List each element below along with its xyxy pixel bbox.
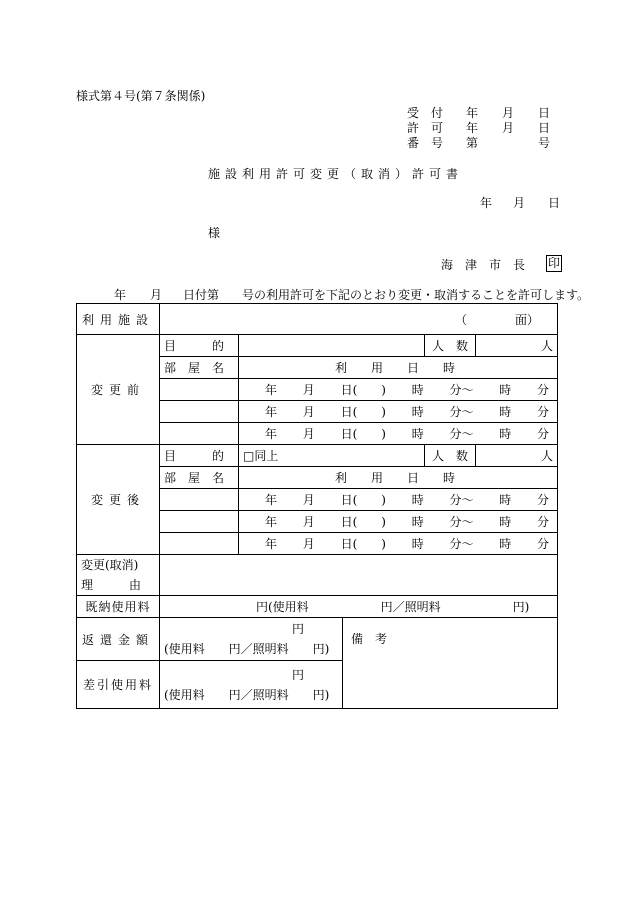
month: 月: [302, 405, 315, 419]
month: 月: [302, 515, 315, 529]
reason-label-line1: 変更(取消): [81, 558, 139, 572]
paid-fee-field[interactable]: 円(使用料 円／照明料 円): [160, 596, 558, 618]
refund-yen: 円: [291, 622, 304, 636]
year: 年: [265, 405, 278, 419]
year: 年: [265, 427, 278, 441]
hour: 時: [411, 383, 424, 397]
facility-label: 利用施設: [77, 304, 160, 335]
hour: 時: [499, 537, 512, 551]
addressee-suffix: 様: [208, 226, 221, 240]
document-title: 施設利用許可変更（取消）許可書: [208, 167, 464, 181]
refund-breakdown: (使用料 円／照明料 円): [164, 642, 330, 656]
minute: 分: [537, 427, 550, 441]
refund-label: 返還金額: [77, 618, 160, 661]
month: 月: [302, 493, 315, 507]
minute: 分: [537, 383, 550, 397]
after-room-field[interactable]: [160, 489, 239, 511]
minute-to: 分～: [449, 427, 474, 441]
permit-month: 月: [502, 121, 515, 135]
hour: 時: [411, 493, 424, 507]
after-purpose-field[interactable]: [239, 445, 425, 467]
hour: 時: [411, 537, 424, 551]
after-time-row[interactable]: [239, 489, 558, 511]
day: 日( ): [340, 427, 386, 441]
year: 年: [265, 493, 278, 507]
day: 日( ): [340, 383, 386, 397]
number-prefix: 第: [466, 136, 479, 150]
hour: 時: [499, 427, 512, 441]
statement-month: 月: [150, 288, 163, 302]
remarks-label: 備 考: [351, 632, 388, 646]
day: 日( ): [340, 515, 386, 529]
permit-year: 年: [466, 121, 479, 135]
hour: 時: [411, 405, 424, 419]
statement-text: 号の利用許可を下記のとおり変更・取消することを許可します。: [242, 288, 590, 302]
day: 日( ): [340, 537, 386, 551]
date-month: 月: [513, 196, 526, 210]
month: 月: [302, 427, 315, 441]
permit-change-table: [76, 303, 558, 709]
after-people-field[interactable]: 人: [476, 445, 558, 467]
permit-label: 許 可: [407, 121, 444, 135]
before-time-row[interactable]: [239, 379, 558, 401]
seal-mark: [546, 255, 562, 272]
permit-day: 日: [538, 121, 551, 135]
month: 月: [302, 537, 315, 551]
net-fee-label: 差引使用料: [77, 661, 160, 709]
net-fee-yen: 円: [291, 667, 304, 682]
form-number: 様式第４号(第７条関係): [76, 89, 206, 103]
seal-text: 印: [548, 256, 561, 270]
after-time-row[interactable]: [239, 511, 558, 533]
year: 年: [265, 383, 278, 397]
receipt-month: 月: [502, 106, 515, 120]
after-room-field[interactable]: [160, 511, 239, 533]
before-room-field[interactable]: [160, 423, 239, 445]
paid-fee-label: 既納使用料: [77, 596, 160, 618]
statement-year: 年: [114, 288, 127, 302]
before-time-row[interactable]: [239, 401, 558, 423]
number-suffix: 号: [538, 136, 551, 150]
minute: 分: [537, 405, 550, 419]
before-room-field[interactable]: [160, 401, 239, 423]
minute-to: 分～: [449, 405, 474, 419]
issuer-name: 海 津 市 長: [441, 258, 526, 272]
net-fee-breakdown: (使用料 円／照明料 円): [164, 687, 330, 702]
month: 月: [302, 383, 315, 397]
minute-to: 分～: [449, 537, 474, 551]
day: 日( ): [340, 405, 386, 419]
after-room-label: 部 屋 名: [160, 467, 239, 489]
minute: 分: [537, 537, 550, 551]
same-as-above-checkbox[interactable]: □同上: [243, 449, 279, 463]
after-purpose-label: 目 的: [160, 445, 239, 467]
reason-field[interactable]: [160, 555, 558, 596]
hour: 時: [411, 427, 424, 441]
before-room-field[interactable]: [160, 379, 239, 401]
reason-label: [77, 555, 160, 596]
facility-field[interactable]: （ 面）: [160, 304, 558, 335]
hour: 時: [499, 493, 512, 507]
number-label: 番 号: [407, 136, 444, 150]
net-fee-field[interactable]: [160, 661, 343, 709]
minute-to: 分～: [449, 515, 474, 529]
refund-field[interactable]: [160, 618, 343, 661]
after-room-field[interactable]: [160, 533, 239, 555]
statement-day: 日付第: [183, 288, 220, 302]
hour: 時: [411, 515, 424, 529]
before-purpose-label: 目 的: [160, 335, 239, 357]
year: 年: [265, 515, 278, 529]
before-room-label: 部 屋 名: [160, 357, 239, 379]
minute: 分: [537, 515, 550, 529]
minute-to: 分～: [449, 493, 474, 507]
before-people-label: 人 数: [425, 335, 476, 357]
reason-label-line2: 理 由: [81, 578, 142, 592]
date-year: 年: [480, 196, 493, 210]
hour: 時: [499, 515, 512, 529]
before-usage-datetime-label: 利 用 日 時: [239, 357, 558, 379]
after-time-row[interactable]: [239, 533, 558, 555]
after-change-label: 変更後: [77, 445, 160, 555]
date-day: 日: [548, 196, 561, 210]
minute: 分: [537, 493, 550, 507]
after-people-label: 人 数: [425, 445, 476, 467]
hour: 時: [499, 405, 512, 419]
receipt-day: 日: [538, 106, 551, 120]
receipt-year: 年: [466, 106, 479, 120]
hour: 時: [499, 383, 512, 397]
after-usage-datetime-label: 利 用 日 時: [239, 467, 558, 489]
remarks-field[interactable]: [343, 618, 558, 709]
year: 年: [265, 537, 278, 551]
before-time-row[interactable]: [239, 423, 558, 445]
before-people-field[interactable]: 人: [476, 335, 558, 357]
minute-to: 分～: [449, 383, 474, 397]
before-purpose-field[interactable]: [239, 335, 425, 357]
before-change-label: 変更前: [77, 335, 160, 445]
day: 日( ): [340, 493, 386, 507]
receipt-label: 受 付: [407, 106, 444, 120]
